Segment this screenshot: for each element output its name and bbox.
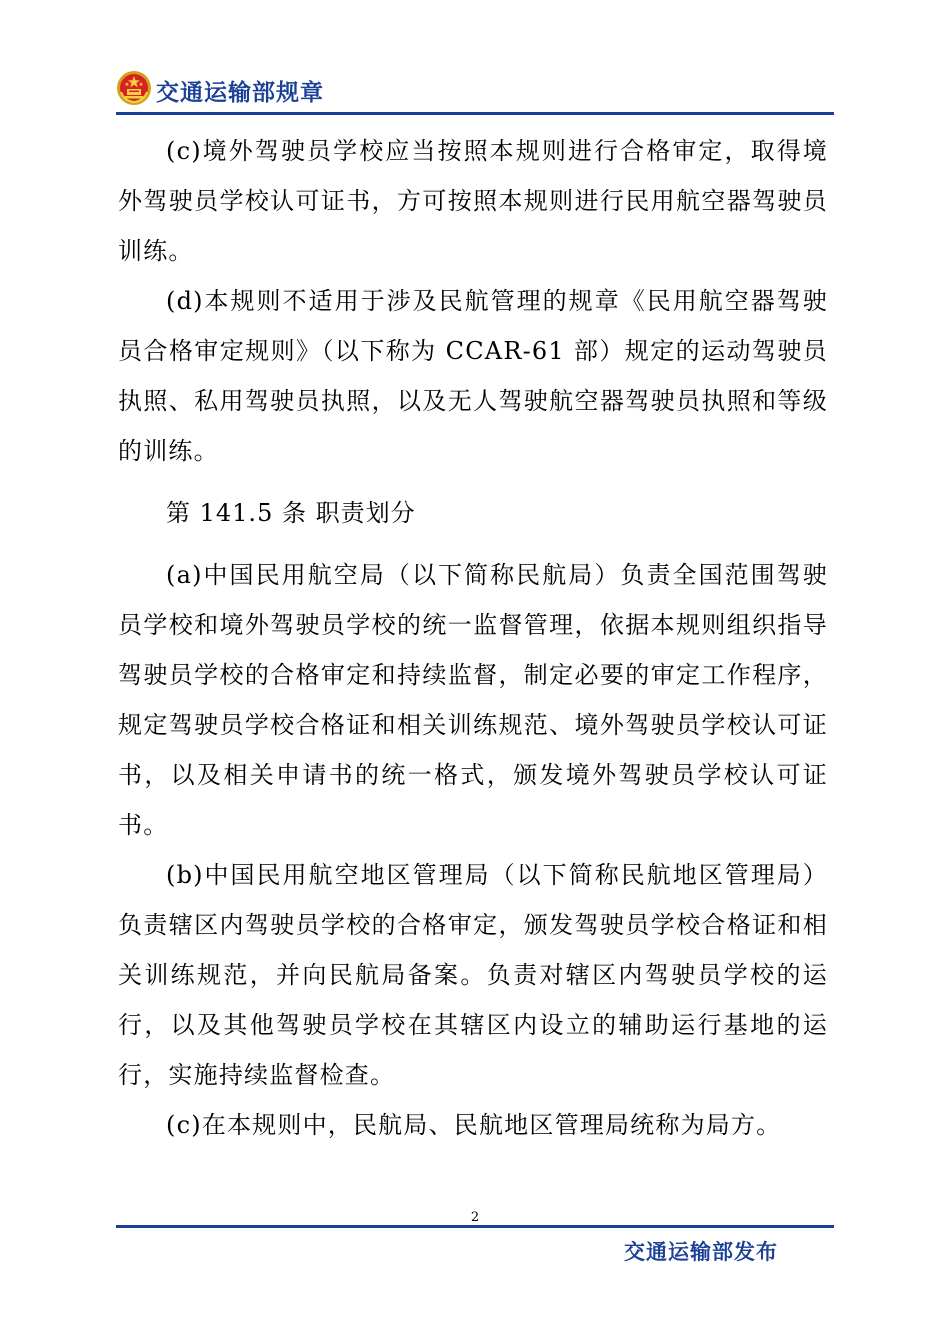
footer-divider [116,1225,834,1228]
page-header [116,70,834,116]
article-paragraph-b: (b)中国民用航空地区管理局（以下简称民航地区管理局）负责辖区内驾驶员学校的合格审定，颁发驾驶员学校合格证和相关训练规范，并向民航局备案。负责对辖区内驾驶员学校的运行，以及其他驾驶员学校在其辖区内设立的辅助运行基地的运行，实施持续监督检查。 [118,861,828,1089]
paragraph-c: (c)境外驾驶员学校应当按照本规则进行合格审定，取得境外驾驶员学校认可证书，方可按照本规则进行民用航空器驾驶员训练。 [118,137,828,265]
document-body [118,126,828,1150]
paragraph-d: (d)本规则不适用于涉及民航管理的规章《民用航空器驾驶员合格审定规则》（以下称为 CCAR-61 部）规定的运动驾驶员执照、私用驾驶员执照，以及无人驾驶航空器驾驶员执照和等级的训练。 [118,287,828,465]
national-emblem-icon [116,70,152,106]
article-paragraph-c: (c)在本规则中，民航局、民航地区管理局统称为局方。 [166,1111,782,1139]
header-title: 交通运输部规章 [156,80,324,106]
footer-publisher: 交通运输部发布 [624,1240,778,1264]
page-number: 2 [470,1210,480,1225]
header-divider [116,112,834,115]
article-paragraph-a: (a)中国民用航空局（以下简称民航局）负责全国范围驾驶员学校和境外驾驶员学校的统一监督管理，依据本规则组织指导驾驶员学校的合格审定和持续监督，制定必要的审定工作程序，规定驾驶员学校合格证和相关训练规范、境外驾驶员学校认可证书，以及相关申请书的统一格式，颁发境外驾驶员学校认可证书。 [118,561,828,839]
article-heading: 第 141.5 条 职责划分 [166,499,416,527]
